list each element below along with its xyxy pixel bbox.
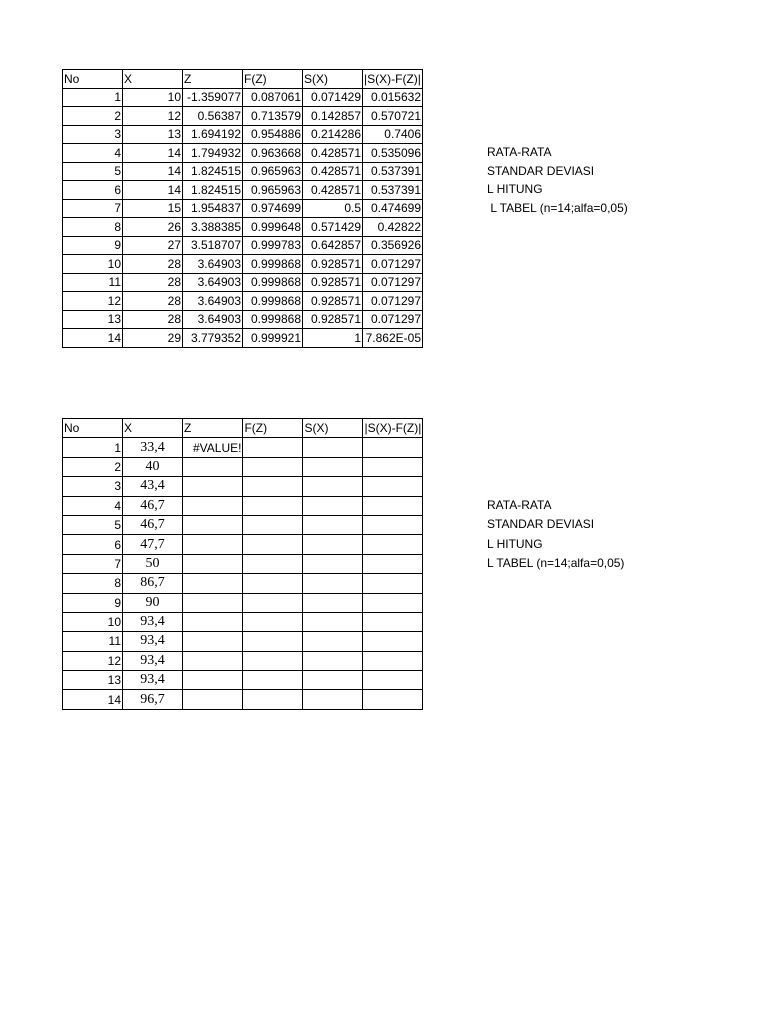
header-cell-no[interactable]: No bbox=[63, 419, 123, 438]
cell-fz[interactable]: 0.963668 bbox=[243, 144, 303, 163]
cell-z[interactable] bbox=[183, 690, 243, 709]
cell-sx[interactable] bbox=[303, 535, 363, 554]
cell-fz[interactable]: 0.999868 bbox=[243, 255, 303, 274]
cell-no[interactable]: 4 bbox=[63, 496, 123, 515]
cell-x[interactable]: 28 bbox=[123, 255, 183, 274]
cell-z[interactable] bbox=[183, 535, 243, 554]
cell-diff[interactable]: 0.7406 bbox=[363, 125, 423, 144]
label-l-hitung[interactable]: L HITUNG bbox=[487, 182, 543, 196]
header-cell-x[interactable]: X bbox=[123, 70, 183, 89]
cell-fz[interactable] bbox=[243, 632, 303, 651]
cell-x[interactable]: 28 bbox=[123, 273, 183, 292]
cell-sx[interactable]: 0.428571 bbox=[303, 144, 363, 163]
table-row bbox=[63, 632, 423, 651]
cell-diff[interactable] bbox=[363, 438, 423, 457]
summary-labels-2 bbox=[487, 496, 624, 573]
cell-z[interactable] bbox=[183, 496, 243, 515]
cell-diff[interactable]: 0.071297 bbox=[363, 255, 423, 274]
table-row bbox=[63, 88, 423, 107]
table-row bbox=[63, 612, 423, 631]
cell-fz[interactable]: 0.999868 bbox=[243, 292, 303, 311]
table-row bbox=[63, 144, 423, 163]
cell-fz[interactable]: 0.999921 bbox=[243, 329, 303, 348]
cell-no[interactable]: 10 bbox=[63, 612, 123, 631]
table-row bbox=[63, 292, 423, 311]
cell-x[interactable]: 46,7 bbox=[123, 496, 183, 515]
cell-z[interactable] bbox=[183, 632, 243, 651]
cell-z[interactable] bbox=[183, 457, 243, 476]
cell-no[interactable]: 2 bbox=[63, 107, 123, 126]
cell-diff[interactable] bbox=[363, 477, 423, 496]
cell-x[interactable]: 90 bbox=[123, 593, 183, 612]
cell-x[interactable]: 93,4 bbox=[123, 671, 183, 690]
cell-sx[interactable]: 0.642857 bbox=[303, 236, 363, 255]
table-row bbox=[63, 457, 423, 476]
cell-x[interactable]: 93,4 bbox=[123, 651, 183, 670]
cell-sx[interactable] bbox=[303, 554, 363, 573]
cell-sx[interactable]: 1 bbox=[303, 329, 363, 348]
cell-sx[interactable] bbox=[303, 477, 363, 496]
table-row bbox=[63, 310, 423, 329]
table-row bbox=[63, 181, 423, 200]
header-cell-z[interactable]: Z bbox=[183, 70, 243, 89]
cell-fz[interactable] bbox=[243, 671, 303, 690]
cell-x[interactable]: 26 bbox=[123, 218, 183, 237]
cell-x[interactable]: 29 bbox=[123, 329, 183, 348]
table-row bbox=[63, 574, 423, 593]
cell-z[interactable]: 3.64903 bbox=[183, 255, 243, 274]
cell-fz[interactable] bbox=[243, 438, 303, 457]
cell-fz[interactable] bbox=[243, 593, 303, 612]
cell-no[interactable]: 1 bbox=[63, 438, 123, 457]
cell-z[interactable] bbox=[183, 593, 243, 612]
cell-fz[interactable] bbox=[243, 574, 303, 593]
cell-fz[interactable]: 0.087061 bbox=[243, 88, 303, 107]
cell-sx[interactable] bbox=[303, 515, 363, 534]
cell-x[interactable]: 14 bbox=[123, 144, 183, 163]
cell-z[interactable] bbox=[183, 612, 243, 631]
cell-sx[interactable] bbox=[303, 438, 363, 457]
label-l-tabel[interactable]: L TABEL (n=14;alfa=0,05) bbox=[487, 200, 628, 215]
cell-fz[interactable] bbox=[243, 651, 303, 670]
cell-x[interactable]: 28 bbox=[123, 310, 183, 329]
table-row bbox=[63, 496, 423, 515]
cell-sx[interactable] bbox=[303, 612, 363, 631]
table-row bbox=[63, 535, 423, 554]
cell-fz[interactable] bbox=[243, 612, 303, 631]
cell-sx[interactable] bbox=[303, 593, 363, 612]
cell-no[interactable]: 9 bbox=[63, 236, 123, 255]
header-cell-x[interactable]: X bbox=[123, 419, 183, 438]
table-row bbox=[63, 438, 423, 457]
cell-x[interactable]: 93,4 bbox=[123, 632, 183, 651]
cell-diff[interactable] bbox=[363, 535, 423, 554]
cell-diff[interactable] bbox=[363, 690, 423, 709]
cell-fz[interactable]: 0.965963 bbox=[243, 162, 303, 181]
cell-z[interactable]: 1.824515 bbox=[183, 181, 243, 200]
kolmogorov-table-1 bbox=[62, 69, 423, 348]
cell-sx[interactable]: 0.928571 bbox=[303, 255, 363, 274]
header-cell-sx[interactable]: S(X) bbox=[303, 70, 363, 89]
cell-fz[interactable]: 0.965963 bbox=[243, 181, 303, 200]
table-row bbox=[63, 329, 423, 348]
cell-diff[interactable]: 0.535096 bbox=[363, 144, 423, 163]
cell-sx[interactable]: 0.928571 bbox=[303, 273, 363, 292]
cell-z[interactable] bbox=[183, 671, 243, 690]
summary-labels-1 bbox=[487, 143, 628, 217]
cell-fz[interactable]: 0.999868 bbox=[243, 310, 303, 329]
cell-no[interactable]: 12 bbox=[63, 292, 123, 311]
cell-x[interactable]: 10 bbox=[123, 88, 183, 107]
cell-no[interactable]: 14 bbox=[63, 329, 123, 348]
cell-z[interactable]: 0.56387 bbox=[183, 107, 243, 126]
cell-diff[interactable]: 0.071297 bbox=[363, 292, 423, 311]
cell-no[interactable]: 10 bbox=[63, 255, 123, 274]
cell-sx[interactable]: 0.571429 bbox=[303, 218, 363, 237]
cell-diff[interactable] bbox=[363, 457, 423, 476]
cell-x[interactable]: 13 bbox=[123, 125, 183, 144]
table-1-body bbox=[63, 70, 423, 348]
cell-no[interactable]: 13 bbox=[63, 310, 123, 329]
cell-sx[interactable]: 0.428571 bbox=[303, 181, 363, 200]
cell-diff[interactable]: 0.071297 bbox=[363, 273, 423, 292]
cell-z[interactable]: 1.824515 bbox=[183, 162, 243, 181]
label-standar-deviasi[interactable]: STANDAR DEVIASI bbox=[487, 163, 595, 178]
cell-x[interactable]: 27 bbox=[123, 236, 183, 255]
cell-sx[interactable]: 0.5 bbox=[303, 199, 363, 218]
cell-z[interactable]: 3.64903 bbox=[183, 310, 243, 329]
cell-x[interactable]: 40 bbox=[123, 457, 183, 476]
cell-no[interactable]: 6 bbox=[63, 181, 123, 200]
cell-z[interactable] bbox=[183, 651, 243, 670]
cell-no[interactable]: 4 bbox=[63, 144, 123, 163]
cell-diff[interactable]: 0.071297 bbox=[363, 310, 423, 329]
cell-z[interactable]: 1.794932 bbox=[183, 144, 243, 163]
table-row bbox=[63, 593, 423, 612]
table-row bbox=[63, 107, 423, 126]
cell-sx[interactable]: 0.071429 bbox=[303, 88, 363, 107]
cell-sx[interactable]: 0.142857 bbox=[303, 107, 363, 126]
table-row bbox=[63, 651, 423, 670]
cell-sx[interactable]: 0.928571 bbox=[303, 310, 363, 329]
cell-sx[interactable] bbox=[303, 671, 363, 690]
cell-fz[interactable] bbox=[243, 535, 303, 554]
cell-diff[interactable] bbox=[363, 671, 423, 690]
label-standar-deviasi[interactable]: STANDAR DEVIASI bbox=[487, 517, 595, 532]
table-row bbox=[63, 273, 423, 292]
cell-fz[interactable] bbox=[243, 554, 303, 573]
cell-diff[interactable]: 0.570721 bbox=[363, 107, 423, 126]
cell-diff[interactable]: 0.015632 bbox=[363, 88, 423, 107]
cell-fz[interactable] bbox=[243, 477, 303, 496]
cell-x[interactable]: 28 bbox=[123, 292, 183, 311]
cell-x[interactable]: 50 bbox=[123, 554, 183, 573]
cell-no[interactable]: 2 bbox=[63, 457, 123, 476]
cell-no[interactable]: 8 bbox=[63, 574, 123, 593]
header-cell-diff[interactable]: |S(X)-F(Z)| bbox=[363, 70, 423, 89]
cell-sx[interactable] bbox=[303, 574, 363, 593]
cell-no[interactable]: 3 bbox=[63, 125, 123, 144]
cell-fz[interactable]: 0.999783 bbox=[243, 236, 303, 255]
table-row bbox=[63, 515, 423, 534]
table-row bbox=[63, 477, 423, 496]
cell-diff[interactable]: 7.862E-05 bbox=[363, 329, 423, 348]
cell-no[interactable]: 11 bbox=[63, 273, 123, 292]
cell-x[interactable]: 93,4 bbox=[123, 612, 183, 631]
cell-diff[interactable] bbox=[363, 554, 423, 573]
cell-fz[interactable]: 0.954886 bbox=[243, 125, 303, 144]
table-row bbox=[63, 199, 423, 218]
cell-diff[interactable]: 0.356926 bbox=[363, 236, 423, 255]
cell-no[interactable]: 12 bbox=[63, 651, 123, 670]
cell-diff[interactable] bbox=[363, 496, 423, 515]
cell-sx[interactable]: 0.428571 bbox=[303, 162, 363, 181]
header-cell-sx[interactable]: S(X) bbox=[303, 419, 363, 438]
table-row bbox=[63, 236, 423, 255]
cell-diff[interactable] bbox=[363, 574, 423, 593]
cell-x[interactable]: 47,7 bbox=[123, 535, 183, 554]
table-row bbox=[63, 218, 423, 237]
header-cell-fz[interactable]: F(Z) bbox=[243, 419, 303, 438]
cell-sx[interactable] bbox=[303, 690, 363, 709]
cell-fz[interactable]: 0.974699 bbox=[243, 199, 303, 218]
cell-no[interactable]: 14 bbox=[63, 690, 123, 709]
cell-fz[interactable]: 0.999868 bbox=[243, 273, 303, 292]
cell-no[interactable]: 5 bbox=[63, 515, 123, 534]
cell-z[interactable]: 3.64903 bbox=[183, 273, 243, 292]
table-row bbox=[63, 125, 423, 144]
table-row bbox=[63, 554, 423, 573]
cell-z[interactable]: 1.694192 bbox=[183, 125, 243, 144]
cell-x[interactable]: 14 bbox=[123, 181, 183, 200]
cell-z[interactable]: 1.954837 bbox=[183, 199, 243, 218]
table-row bbox=[63, 690, 423, 709]
cell-diff[interactable]: 0.537391 bbox=[363, 181, 423, 200]
cell-z[interactable]: 3.64903 bbox=[183, 292, 243, 311]
cell-no[interactable]: 5 bbox=[63, 162, 123, 181]
label-rata-rata[interactable]: RATA-RATA bbox=[487, 145, 552, 159]
cell-diff[interactable] bbox=[363, 612, 423, 631]
cell-fz[interactable] bbox=[243, 690, 303, 709]
cell-x[interactable]: 15 bbox=[123, 199, 183, 218]
header-row bbox=[63, 419, 423, 438]
cell-z[interactable]: 3.779352 bbox=[183, 329, 243, 348]
cell-z[interactable]: 3.518707 bbox=[183, 236, 243, 255]
cell-x[interactable]: 96,7 bbox=[123, 690, 183, 709]
cell-z[interactable]: 3.388385 bbox=[183, 218, 243, 237]
cell-sx[interactable]: 0.214286 bbox=[303, 125, 363, 144]
cell-fz[interactable]: 0.999648 bbox=[243, 218, 303, 237]
cell-fz[interactable] bbox=[243, 496, 303, 515]
table-2-body bbox=[63, 419, 423, 710]
label-l-tabel[interactable]: L TABEL (n=14;alfa=0,05) bbox=[487, 555, 625, 570]
cell-sx[interactable] bbox=[303, 496, 363, 515]
kolmogorov-table-2 bbox=[62, 418, 423, 710]
cell-no[interactable]: 3 bbox=[63, 477, 123, 496]
cell-fz[interactable] bbox=[243, 457, 303, 476]
cell-z[interactable]: -1.359077 bbox=[183, 88, 243, 107]
cell-sx[interactable] bbox=[303, 651, 363, 670]
header-cell-fz[interactable]: F(Z) bbox=[243, 70, 303, 89]
cell-sx[interactable] bbox=[303, 632, 363, 651]
header-row bbox=[63, 70, 423, 89]
cell-no[interactable]: 7 bbox=[63, 554, 123, 573]
cell-no[interactable]: 13 bbox=[63, 671, 123, 690]
cell-diff[interactable] bbox=[363, 651, 423, 670]
cell-z[interactable] bbox=[183, 574, 243, 593]
cell-x[interactable]: 14 bbox=[123, 162, 183, 181]
cell-sx[interactable]: 0.928571 bbox=[303, 292, 363, 311]
cell-z[interactable]: #VALUE! bbox=[183, 438, 243, 457]
header-cell-no[interactable]: No bbox=[63, 70, 123, 89]
header-cell-z[interactable]: Z bbox=[183, 419, 243, 438]
cell-x[interactable]: 43,4 bbox=[123, 477, 183, 496]
cell-x[interactable]: 12 bbox=[123, 107, 183, 126]
table-row bbox=[63, 671, 423, 690]
cell-diff[interactable]: 0.474699 bbox=[363, 199, 423, 218]
cell-x[interactable]: 86,7 bbox=[123, 574, 183, 593]
cell-no[interactable]: 1 bbox=[63, 88, 123, 107]
label-rata-rata[interactable]: RATA-RATA bbox=[487, 498, 552, 512]
cell-diff[interactable]: 0.537391 bbox=[363, 162, 423, 181]
cell-no[interactable]: 7 bbox=[63, 199, 123, 218]
cell-fz[interactable]: 0.713579 bbox=[243, 107, 303, 126]
cell-no[interactable]: 8 bbox=[63, 218, 123, 237]
cell-no[interactable]: 11 bbox=[63, 632, 123, 651]
cell-sx[interactable] bbox=[303, 457, 363, 476]
cell-no[interactable]: 6 bbox=[63, 535, 123, 554]
cell-z[interactable] bbox=[183, 554, 243, 573]
cell-z[interactable] bbox=[183, 477, 243, 496]
cell-fz[interactable] bbox=[243, 515, 303, 534]
table-row bbox=[63, 162, 423, 181]
header-cell-diff[interactable]: |S(X)-F(Z)| bbox=[363, 419, 423, 438]
cell-z[interactable] bbox=[183, 515, 243, 534]
cell-diff[interactable] bbox=[363, 515, 423, 534]
table-row bbox=[63, 255, 423, 274]
label-l-hitung[interactable]: L HITUNG bbox=[487, 536, 543, 551]
cell-x[interactable]: 33,4 bbox=[123, 438, 183, 457]
cell-diff[interactable]: 0.42822 bbox=[363, 218, 423, 237]
cell-diff[interactable] bbox=[363, 632, 423, 651]
cell-diff[interactable] bbox=[363, 593, 423, 612]
cell-x[interactable]: 46,7 bbox=[123, 515, 183, 534]
cell-no[interactable]: 9 bbox=[63, 593, 123, 612]
